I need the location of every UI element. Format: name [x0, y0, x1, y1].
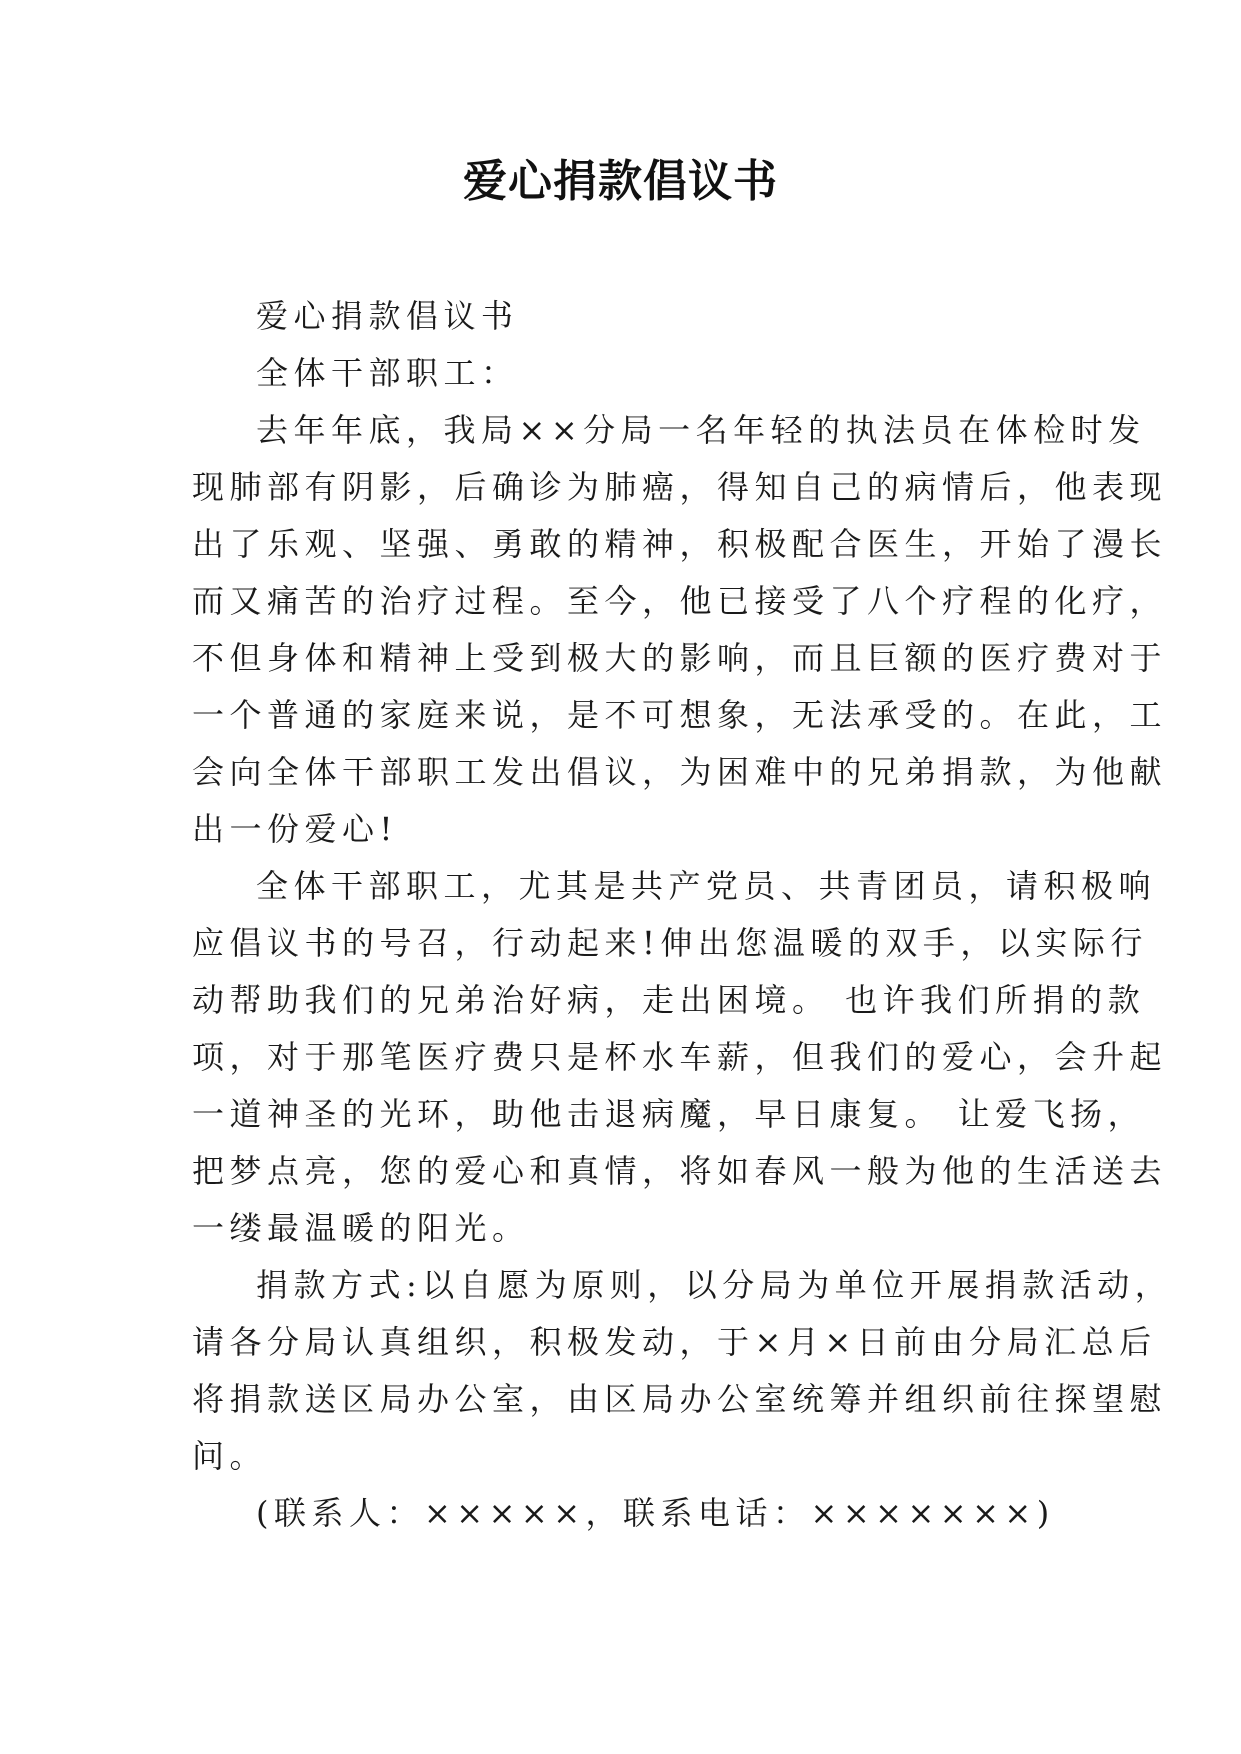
body-line: 爱心捐款倡议书: [256, 297, 519, 335]
body-line: 去年年底，我局××分局一名年轻的执法员在体检时发: [256, 411, 1146, 449]
body-line: 而又痛苦的治疗过程。至今，他已接受了八个疗程的化疗，: [192, 582, 1168, 620]
body-line: 会向全体干部职工发出倡议，为困难中的兄弟捐款，为他献: [192, 753, 1168, 791]
body-line: 全体干部职工，尤其是共产党员、共青团员，请积极响: [256, 867, 1157, 905]
body-line: 请各分局认真组织，积极发动，于×月×日前由分局汇总后: [192, 1323, 1157, 1361]
body-line: 出一份爱心!: [192, 810, 398, 848]
body-line: 一道神圣的光环，助他击退病魔，早日康复。 让爱飞扬，: [192, 1095, 1146, 1133]
body-line: 将捐款送区局办公室，由区局办公室统筹并组织前往探望慰: [192, 1380, 1168, 1418]
body-line: 应倡议书的号召，行动起来!伸出您温暖的双手，以实际行: [192, 924, 1148, 962]
body-line: 一个普通的家庭来说，是不可想象，无法承受的。在此，工: [192, 696, 1168, 734]
body-line: 动帮助我们的兄弟治好病，走出困境。 也许我们所捐的款: [192, 981, 1146, 1019]
document-title: 爱心捐款倡议书: [463, 156, 778, 207]
body-line: 全体干部职工：: [256, 354, 519, 392]
body-line: 现肺部有阴影，后确诊为肺癌，得知自己的病情后，他表现: [192, 468, 1168, 506]
body-line: 捐款方式:以自愿为原则，以分局为单位开展捐款活动，: [256, 1266, 1173, 1304]
body-line: 项，对于那笔医疗费只是杯水车薪，但我们的爱心，会升起: [192, 1038, 1168, 1076]
body-line: 不但身体和精神上受到极大的影响，而且巨额的医疗费对于: [192, 639, 1168, 677]
body-line: 问。: [192, 1437, 268, 1475]
document-body: [192, 288, 1173, 1542]
body-line: 出了乐观、坚强、勇敢的精神，积极配合医生，开始了漫长: [192, 525, 1168, 563]
body-line: 把梦点亮，您的爱心和真情，将如春风一般为他的生活送去: [192, 1152, 1168, 1190]
contact-line: (联系人：×××××，联系电话：×××××××): [256, 1494, 1055, 1532]
body-line: 一缕最温暖的阳光。: [192, 1209, 530, 1247]
